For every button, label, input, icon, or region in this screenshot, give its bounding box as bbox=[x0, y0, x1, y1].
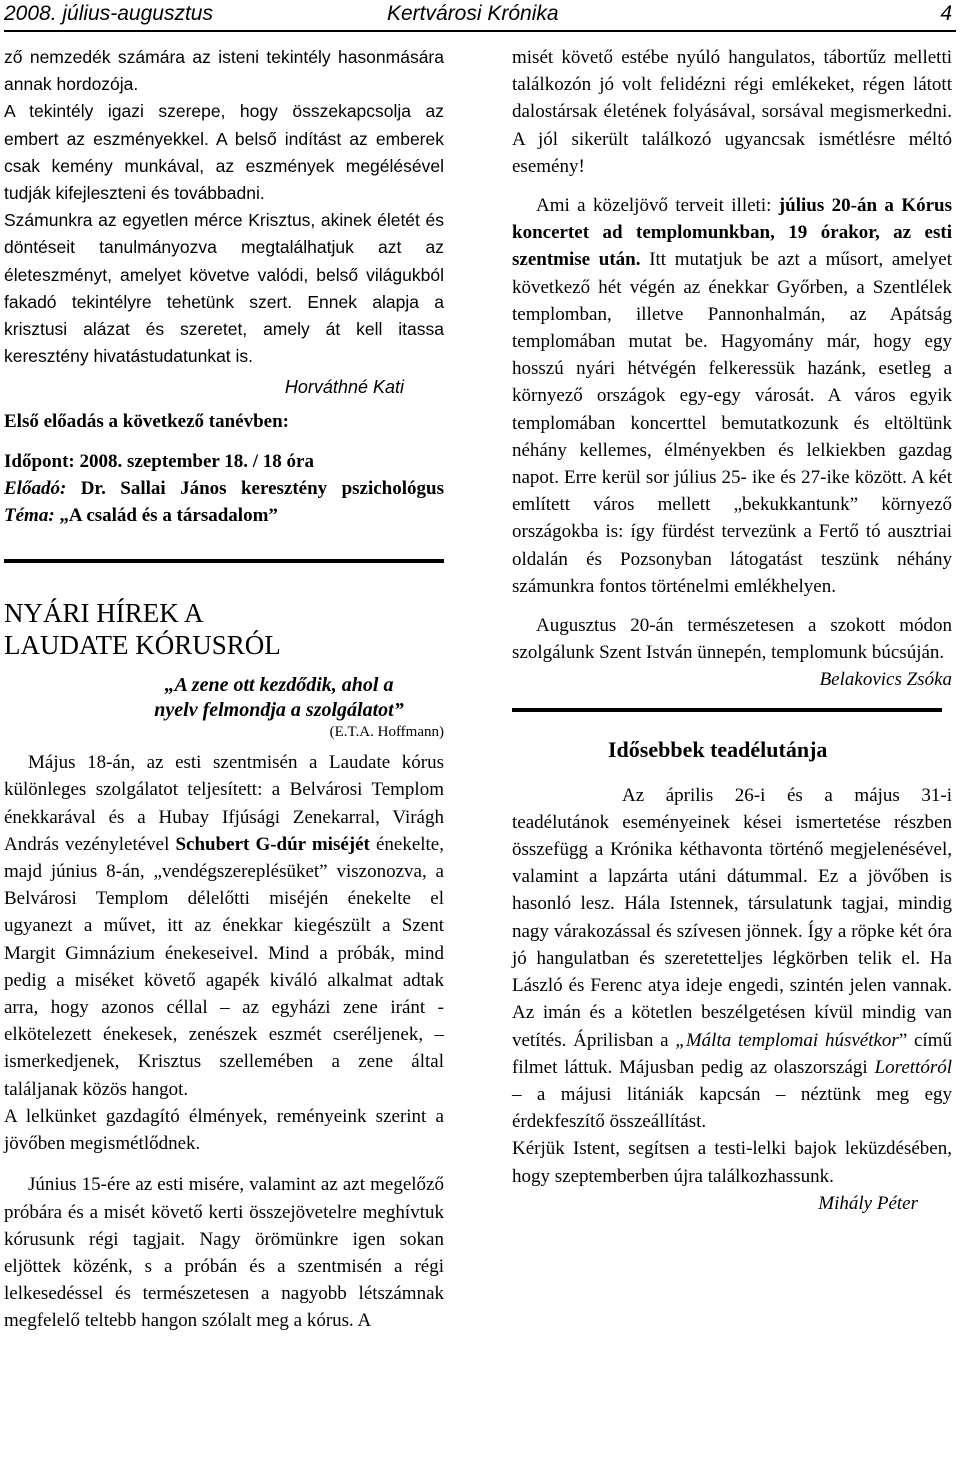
paragraph: Augusztus 20-án természetesen a szokott módon szolgálunk Szent István ünnepén, templomunk búcsúján. bbox=[512, 615, 952, 664]
issue-date: 2008. július-augusztus bbox=[4, 2, 213, 25]
event-details bbox=[4, 475, 444, 529]
event-time: Időpont: 2008. szeptember 18. / 18 óra bbox=[4, 450, 314, 472]
paragraph bbox=[512, 782, 952, 1136]
paragraph-text: ” című filmet láttuk. Májusban pedig az olaszországi bbox=[512, 1029, 952, 1078]
paragraph bbox=[512, 192, 952, 600]
paragraph: ző nemzedék számára az isteni tekintély hasonmására annak hordozója. bbox=[4, 47, 444, 95]
paragraph-text: énekelte, majd június 8-án, „vendégszereplésüket” viszonozva, a Belvárosi Templom délelőtti miséjén énekelte el ugyanezt a művet, itt az énekkar kiegészült a Szent Margit Gimnázium énekeseivel. Mind a próbák, mind pedig a miséket követő agapék kiváló alkalmat adtak arra, hogy azonos céllal – az egyházi zene iránt - elkötelezett énekesek, zenészek eszmét cseréljenek, – ismerkedjenek, Krisztus szellemében a zene által találjanak közös hangot. bbox=[4, 833, 444, 1100]
section-title: Idősebbek teadélutánja bbox=[608, 736, 828, 762]
author-signature: Belakovics Zsóka bbox=[819, 669, 952, 691]
event-topic-label: Téma: bbox=[4, 505, 55, 527]
author-signature: Mihály Péter bbox=[818, 1192, 918, 1214]
place-name: Lorettóról bbox=[874, 1056, 952, 1078]
article-title-line1: NYÁRI HÍREK A bbox=[4, 598, 204, 629]
paragraph-text: – a májusi litániák kapcsán – néztünk meg egy érdekfeszítő összeállítást. bbox=[512, 1083, 952, 1133]
paragraph: A tekintély igazi szerepe, hogy összekapcsolja az embert az eszményekkel. A belső indítást az emberek csak kemény munkával, az eszmények megélésével tudják kifejleszteni és továbbadni. bbox=[4, 101, 444, 204]
left-column bbox=[4, 44, 444, 1335]
section-divider bbox=[4, 559, 444, 563]
concert-announcement: július 20-án a Kórus koncertet ad templomunkban, 19 órakor, az esti szentmise után. bbox=[512, 195, 952, 271]
page-number: 4 bbox=[940, 2, 952, 25]
event-speaker-label: Előadó: bbox=[4, 477, 67, 499]
page-header bbox=[4, 0, 956, 32]
paragraph: misét követő estébe nyúló hangulatos, tábortűz melletti találkozón jó volt felidézni régi emlékeket, régen látott dalostársak életének folyásával, sorsával megismerkedni. A jól sikerült találkozó ugyancsak ismétlésre méltó esemény! bbox=[512, 47, 952, 177]
article-title-line2: LAUDATE KÓRUSRÓL bbox=[4, 630, 281, 661]
paragraph: A lelkünket gazdagító élmények, reményeink szerint a jövőben megismétlődnek. bbox=[4, 1105, 444, 1155]
event-heading: Első előadás a következő tanévben: bbox=[4, 411, 289, 433]
author-signature: Horváthné Kati bbox=[284, 377, 404, 398]
event-speaker: Dr. Sallai János keresztény pszichológus bbox=[66, 477, 444, 499]
paragraph-text: Az április 26-i és a május 31-i teadélutánok eseményeinek kései ismertetése részben összefügg a Krónika kéthavonta történő megjelenésével, valamint a lapzárta utáni dátummal. Ez a jövőben is hasonló lesz. Hála Istennek, társulatunk tagjai, mindig nagy várakozással és szívesen jönnek. Így a röpke két óra jó hangulatban és szeretetteljes légkörben telik el. Ha László és Ferenc atya ideje engedi, szintén jelen vannak. Az imán és a kötetlen beszélgetésen kívül mindig van vetítés. Áprilisban a bbox=[512, 784, 952, 1051]
paragraph bbox=[4, 749, 444, 1103]
motto-source: (E.T.A. Hoffmann) bbox=[329, 724, 444, 741]
paragraph: Számunkra az egyetlen mérce Krisztus, akinek életét és döntéseit tanulmányozva megtalálhatjuk azt az életeszményt, amelyet követve valódi, belső világukból fakadó tekintélyre tehetünk szert. Ennek alapja a krisztusi alázat és szeretet, amely át kell itassa keresztény hivatástudatunkat is. bbox=[4, 210, 444, 367]
motto-line2: nyelv felmondja a szolgálatot” bbox=[154, 699, 404, 722]
motto-line1: „A zene ott kezdődik, ahol a bbox=[164, 674, 394, 697]
right-column bbox=[512, 44, 952, 1217]
paragraph-text: Ami a közeljövő terveit illeti: bbox=[536, 195, 779, 217]
paragraph-text: Itt mutatjuk be azt a műsort, amelyet következő hét végén az énekkar Győrben, a Szentlélek templomban, illetve Pannonhalmán, az Apátság templomában mutat be. Hagyomány már, hogy egy hosszú nyári hétvégén felkeressük hazánk, esetleg a környező országok egy-egy városát. A város egyik templomában koncerttel bemutatkozunk és eltöltünk néhány kellemes, élményekben és lelkiekben gazdag napot. Erre kerül sor július 25- ike és 27-ike között. A két említett város mellett „bekukkantunk” környező országokba is: így fürdést tervezünk a Fertő tó ausztriai oldalán és Pozsonyban látogatást teszünk néhány számunkra fontos történelmi emlékhelyen. bbox=[512, 249, 952, 597]
film-title: „Málta templomai húsvétkor bbox=[675, 1029, 899, 1051]
mass-title: Schubert G-dúr miséjét bbox=[175, 833, 370, 855]
paragraph-text: Május 18-án, az esti szentmisén a Laudate kórus különleges szolgálatot teljesített: a Belvárosi Templom énekkarával és a Hubay Ifjúsági Zenekarral, Virágh András vezényletével bbox=[4, 752, 444, 855]
paragraph: Június 15-ére az esti misére, valamint az azt megelőző próbára és a misét követő kerti összejövetelre meghívtuk kórusunk régi tagjait. Nagy örömünkre igen sokan eljöttek közénk, s a próbán és a szentmisén a régi lelkesedéssel és természetesen a nagyobb létszámnak megfelelő teltebb hangon szólalt meg a kórus. A bbox=[4, 1174, 444, 1332]
publication-name: Kertvárosi Krónika bbox=[387, 2, 559, 25]
paragraph: Kérjük Istent, segítsen a testi-lelki bajok leküzdésében, hogy szeptemberben újra találkozhassunk. bbox=[512, 1138, 952, 1187]
section-divider bbox=[512, 708, 942, 712]
event-topic: „A család és a társadalom” bbox=[54, 505, 278, 527]
